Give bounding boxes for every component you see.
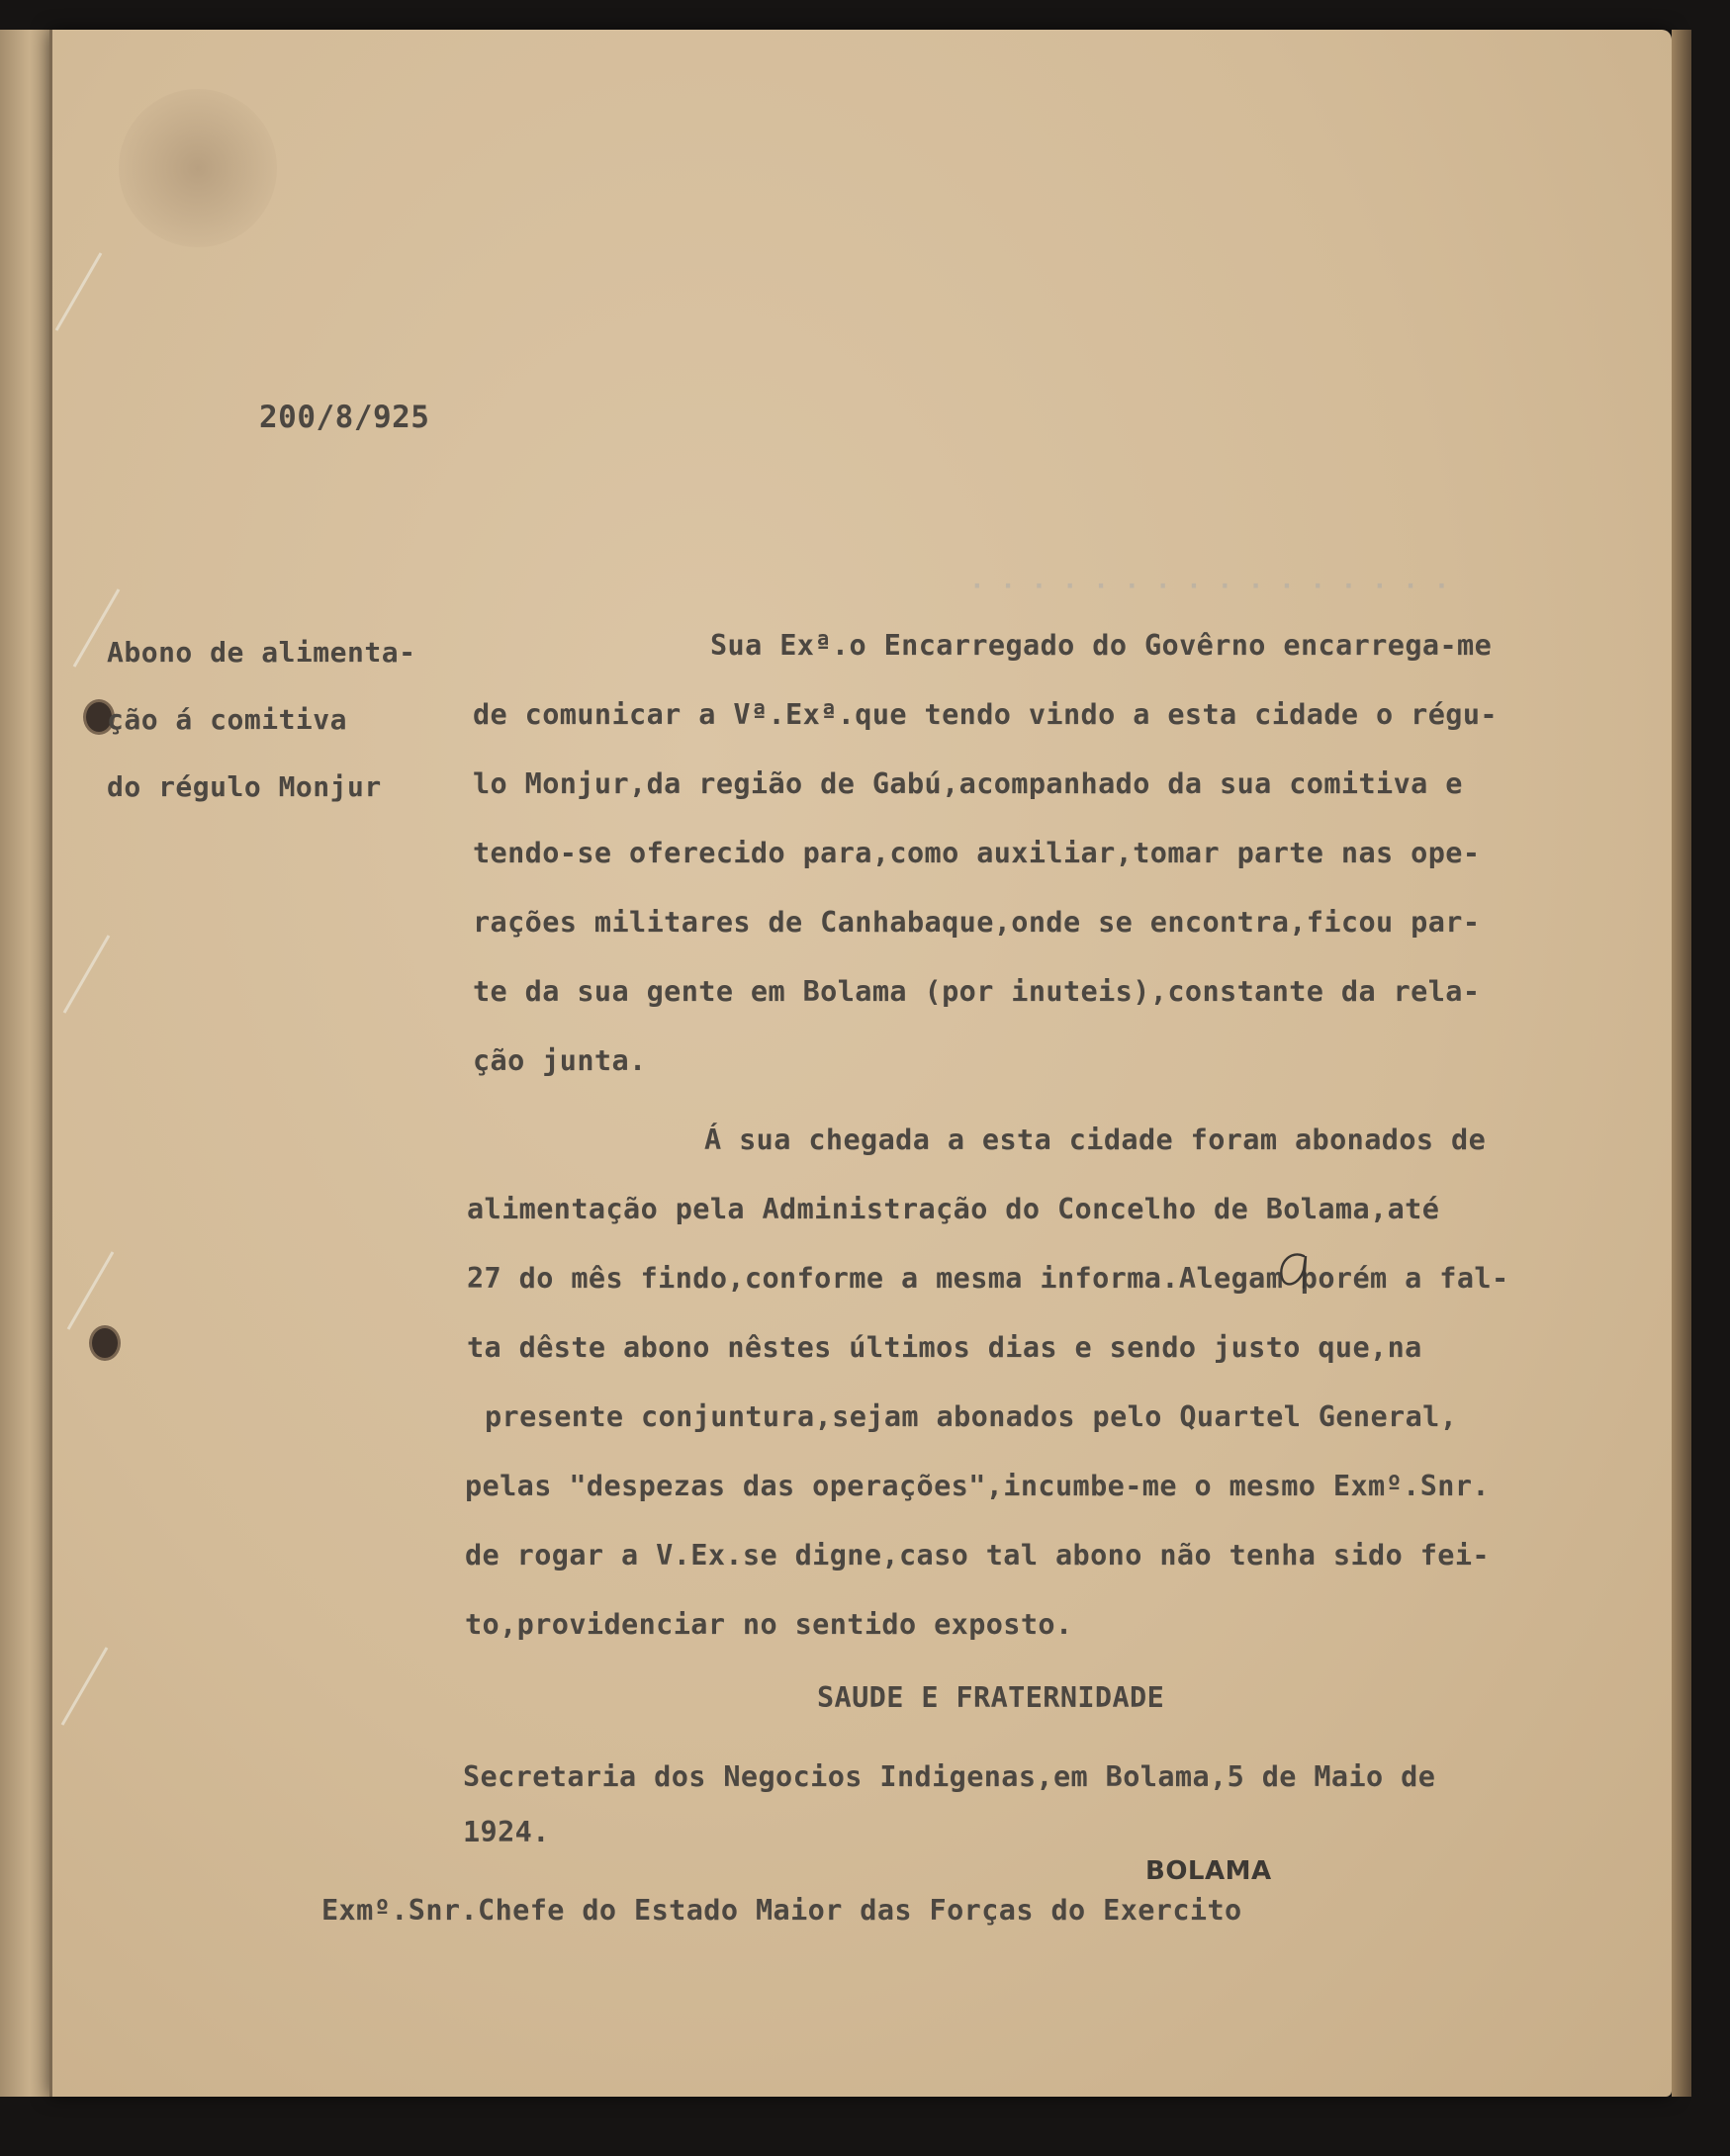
body-line: lo Monjur,da região de Gabú,acompanhado da sua comitiva e [473, 767, 1463, 800]
faded-bleed-through-text: · · · · · · · · · · · · · · · · [969, 572, 1450, 601]
closing-salutation: SAUDE E FRATERNIDADE [817, 1681, 1165, 1714]
left-page-edge [0, 30, 49, 2097]
margin-note-line: ção á comitiva [107, 703, 348, 736]
body-line: ta dêste abono nêstes últimos dias e sendo justo que,na [467, 1331, 1422, 1364]
body-line: te da sua gente em Bolama (por inuteis),constante da rela- [473, 975, 1481, 1008]
margin-subject-note [107, 619, 415, 821]
body-line: Á sua chegada a esta cidade foram abonados de [704, 1123, 1487, 1156]
body-line: Sua Exª.o Encarregado do Govêrno encarrega-me [710, 629, 1493, 662]
reference-number: 200/8/925 [259, 400, 430, 435]
binding-spine [49, 30, 52, 2097]
place-date-line: Secretaria dos Negocios Indigenas,em Bolama,5 de Maio de [463, 1760, 1436, 1793]
margin-note-line: Abono de alimenta- [107, 636, 416, 669]
body-line: de rogar a V.Ex.se digne,caso tal abono não tenha sido fei- [465, 1539, 1490, 1572]
body-line: pelas "despezas das operações",incumbe-me o mesmo Exmº.Snr. [465, 1470, 1490, 1502]
paper-stain [119, 89, 277, 247]
body-line: 27 do mês findo,conforme a mesma informa.Alegam porém a fal- [467, 1262, 1509, 1295]
body-line: de comunicar a Vª.Exª.que tendo vindo a esta cidade o régu- [473, 698, 1498, 731]
body-line: tendo-se oferecido para,como auxiliar,tomar parte nas ope- [473, 837, 1481, 869]
body-line: to,providenciar no sentido exposto. [465, 1608, 1073, 1641]
margin-note-line: do régulo Monjur [107, 770, 382, 803]
handwritten-correction-mark [1274, 1248, 1314, 1292]
body-line: rações militares de Canhabaque,onde se encontra,ficou par- [473, 906, 1481, 939]
bolama-stamp: BOLAMA [1145, 1856, 1272, 1886]
right-page-edge [1672, 30, 1691, 2097]
place-date-year: 1924. [463, 1816, 550, 1848]
body-line: alimentação pela Administração do Concelho de Bolama,até [467, 1193, 1440, 1225]
body-line: presente conjuntura,sejam abonados pelo Quartel General, [485, 1400, 1458, 1433]
body-line: ção junta. [473, 1044, 647, 1077]
binding-hole [89, 1325, 121, 1361]
addressee-line: Exmº.Snr.Chefe do Estado Maior das Forças do Exercito [321, 1894, 1242, 1927]
